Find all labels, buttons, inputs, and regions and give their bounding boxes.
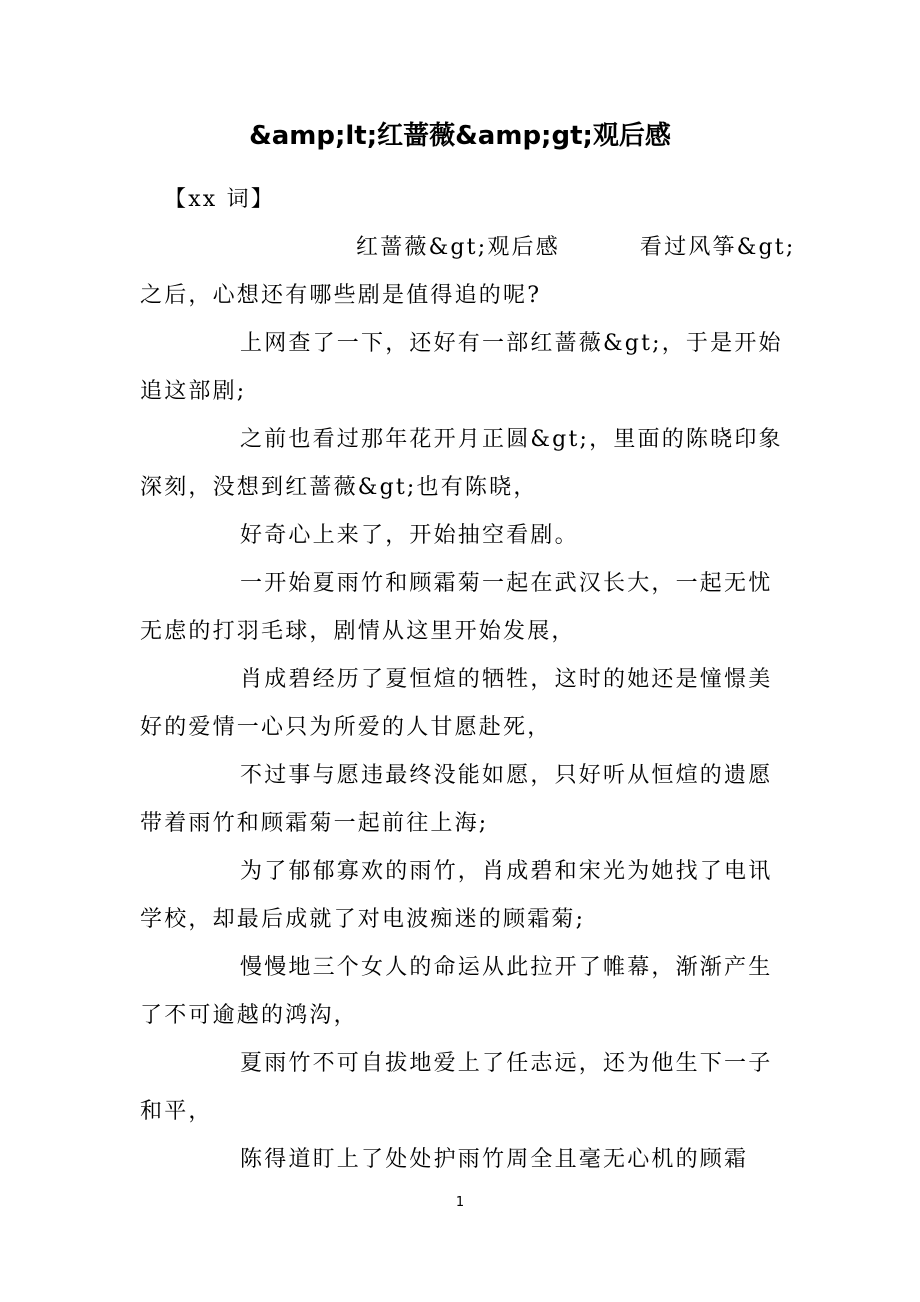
paragraph-line: 陈得道盯上了处处护雨竹周全且毫无心机的顾霜 xyxy=(240,1147,749,1172)
document-body xyxy=(140,176,796,1184)
paragraph-line: 夏雨竹不可自拔地爱上了任志远，还为他生下一子 xyxy=(240,1051,773,1076)
paragraph-line: 肖成碧经历了夏恒煊的牺牲，这时的她还是憧憬美 xyxy=(240,667,773,692)
word-count-label: 【xx 词】 xyxy=(164,187,276,212)
paragraph-line: 深刻，没想到红蔷薇&gt;也有陈晓， xyxy=(140,475,538,500)
paragraph-line: 学校，却最后成就了对电波痴迷的顾霜菊; xyxy=(140,907,586,932)
paragraph-line: 之后，心想还有哪些剧是值得追的呢? xyxy=(140,283,542,308)
paragraph-line: 为了郁郁寡欢的雨竹，肖成碧和宋光为她找了电讯 xyxy=(240,859,773,884)
intro-line-b: 看过风筝&gt; xyxy=(639,235,796,260)
paragraph-line: 一开始夏雨竹和顾霜菊一起在武汉长大，一起无忧 xyxy=(240,571,773,596)
paragraph-line: 之前也看过那年花开月正圆&gt;，里面的陈晓印象 xyxy=(240,427,783,452)
intro-line-a: 红蔷薇&gt;观后感 xyxy=(356,235,560,260)
page-number: 1 xyxy=(455,1195,465,1210)
paragraph-line: 带着雨竹和顾霜菊一起前往上海; xyxy=(140,811,489,836)
intro-line xyxy=(140,224,796,272)
paragraph-line: 上网查了一下，还好有一部红蔷薇&gt;，于是开始 xyxy=(240,331,783,356)
document-title: &amp;lt;红蔷薇&amp;gt;观后感 xyxy=(249,121,671,151)
paragraph-line: 追这部剧; xyxy=(140,379,247,404)
paragraph-line: 慢慢地三个女人的命运从此拉开了帷幕，渐渐产生 xyxy=(240,955,773,980)
paragraph-line: 无虑的打羽毛球，剧情从这里开始发展， xyxy=(140,619,576,644)
paragraph-line: 和平， xyxy=(140,1099,213,1124)
paragraph-line: 好奇心上来了，开始抽空看剧。 xyxy=(240,523,579,548)
paragraph-line: 了不可逾越的鸿沟， xyxy=(140,1003,358,1028)
paragraph-line: 不过事与愿违最终没能如愿，只好听从恒煊的遗愿 xyxy=(240,763,773,788)
paragraph-line: 好的爱情一心只为所爱的人甘愿赴死， xyxy=(140,715,552,740)
